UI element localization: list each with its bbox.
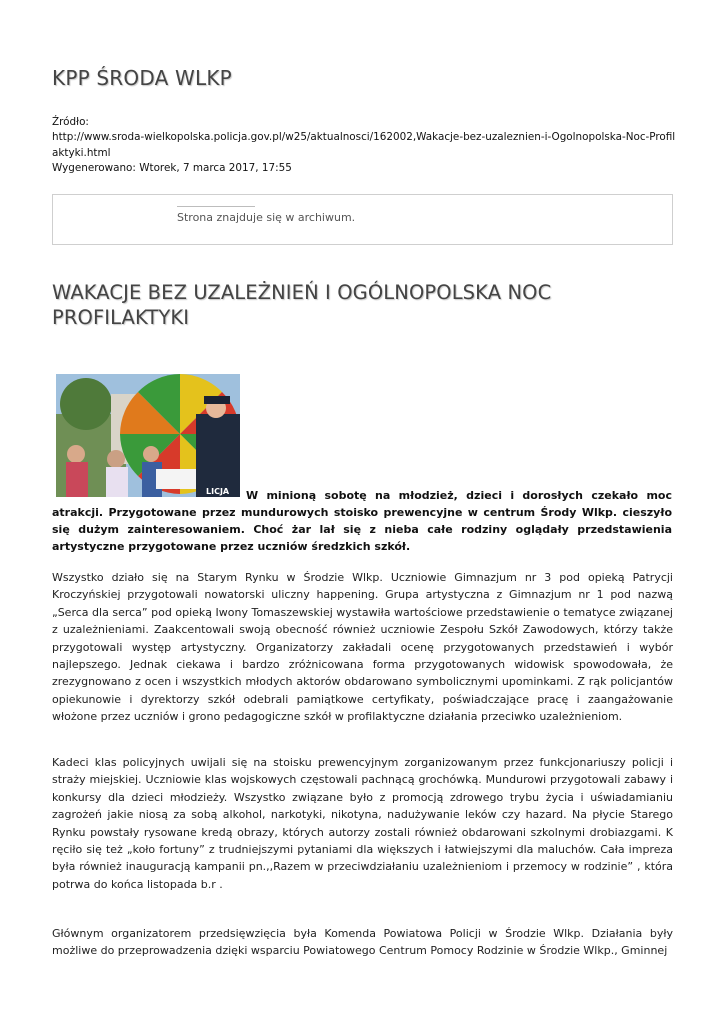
archive-divider (177, 206, 255, 207)
site-title: KPP ŚRODA WLKP (52, 66, 232, 90)
article-title: WAKACJE BEZ UZALEŻNIEŃ I OGÓLNOPOLSKA NOC PROFILAKTYKI (52, 281, 552, 329)
generated-date: Wygenerowano: Wtorek, 7 marca 2017, 17:55 (52, 161, 292, 174)
body-paragraph-3: Głównym organizatorem przedsięwzięcia była Komenda Powiatowa Policji w Środzie Wlkp. Działania były możliwe do przeprowadzenia dzięki wsparciu Powiatowego Centrum Pomocy Rodzinie w Środzie Wlkp., Gminnej (52, 927, 673, 958)
article-photo (56, 374, 240, 497)
body-paragraph-1: Wszystko działo się na Starym Rynku w Środzie Wlkp. Uczniowie Gimnazjum nr 3 pod opieką Patrycji Kroczyńskiej przygotowali nowatorski uliczny happening. Grupa artystyczna z Gimnazjum nr 1 pod nazwą „Serca dla serca” pod opieką Iwony Tomaszewskiej wystawiła wartościowe przedstawienie o tematyce związanej z uzależnieniami. Zaakcentowali swoją obecność również uczniowie Zespołu Szkół Zawodowych, którzy także przygotowali występ artystyczny. Organizatorzy zakładali ocenę przygotowanych przedstawień i wybór najlepszego. Jednak ciekawa i bardzo zróżnicowana forma przygotowanych widowisk spowodowała, że zrezygnowano z ocen i wszystkich młodych aktorów obdarowano symbolicznymi upominkami. Z rąk policjantów opiekunowie i dyrektorzy szkół odebrali pamiątkowe certyfikaty, poświadczające pracę i zaangażowanie włożone przez uczniów i grono pedagogiczne szkół w profilaktyczne działania przeciwko uzależnieniom. (52, 571, 673, 724)
source-url[interactable]: http://www.sroda-wielkopolska.policja.gov.pl/w25/aktualnosci/162002,Wakacje-bez-uzaleznien-i-Ogolnopolska-Noc-Profilaktyki.html (52, 131, 676, 159)
archive-message: Strona znajduje się w archiwum. (177, 211, 356, 224)
source-label: Źródło: (52, 116, 89, 128)
body-paragraph-2: Kadeci klas policyjnych uwijali się na stoisku prewencyjnym zorganizowanym przez funkcjonariuszy policji i straży miejskiej. Uczniowie klas wojskowych częstowali pachnącą grochówką. Mundurowi przygotowali zabawy i konkursy dla dzieci młodzieży. Wszystko związane było z promocją zdrowego trybu życia i uświadamianiu zagrożeń jakie niosą za sobą alkohol, narkotyki, nikotyna, nadużywanie leków czy hazard. Na płycie Starego Rynku powstały rysowane kredą obrazy, których autorzy zostali również obdarowani szkolnymi drobiazgami. K ręciło się też „koło fortuny” z trudniejszymi pytaniami dla większych i łatwiejszymi dla maluchów. Cała impreza była również inauguracją kampanii pn.,,Razem w przeciwdziałaniu uzależnieniom i przemocy w rodzinie” , która potrwa do końca listopada b.r . (52, 756, 673, 891)
article-lead (52, 374, 672, 555)
document-meta (52, 115, 677, 176)
archive-notice (52, 194, 673, 245)
photo-uniform-text: LICJA (206, 487, 230, 496)
photo-image (56, 374, 240, 497)
lead-paragraph: W minioną sobotę na młodzież, dzieci i dorosłych czekało moc atrakcji. Przygotowane przez mundurowych stoisko prewencyjne w centrum Środy Wlkp. cieszyło się dużym zainteresowaniem. Choć żar lał się z nieba całe rodziny oglądały przedstawienia artystyczne przygotowane przez uczniów średzkich szkół. (52, 489, 672, 553)
